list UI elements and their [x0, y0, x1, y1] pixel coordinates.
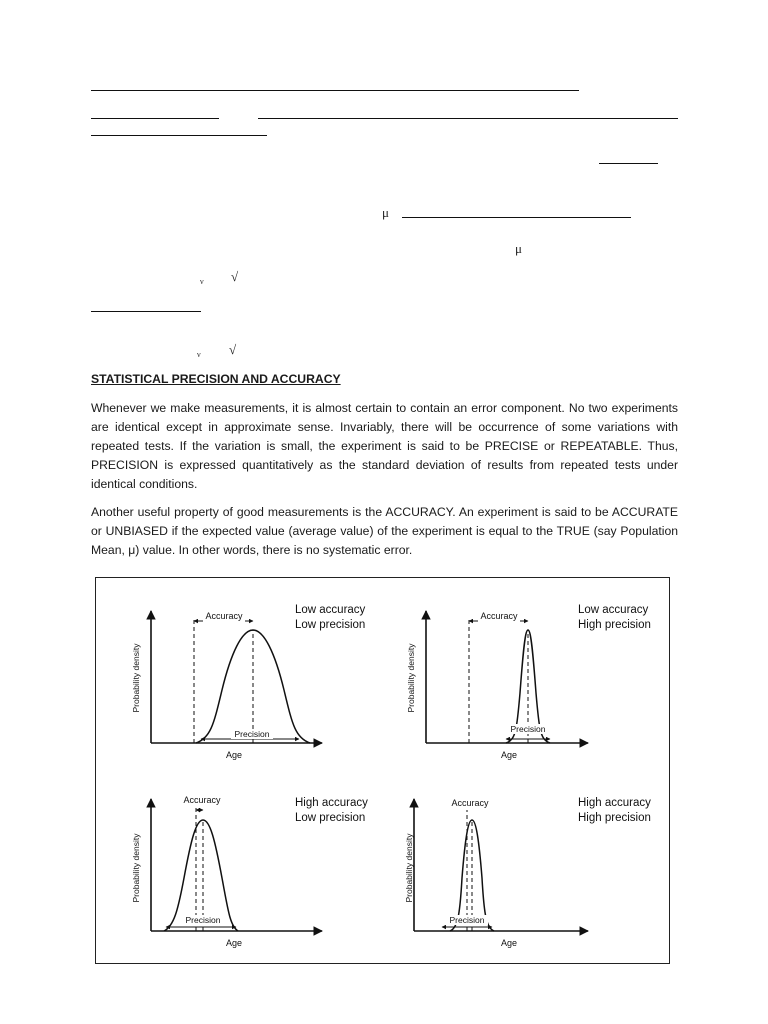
sqrt-symbol: √ — [229, 342, 237, 357]
precision-label: Precision — [234, 729, 270, 739]
panel-caption-line-1: High accuracy — [578, 797, 651, 809]
y-axis-label: Probability density — [131, 833, 141, 903]
y-axis-label: Probability density — [404, 833, 414, 903]
underline-blank-2 — [91, 118, 219, 119]
y-axis-label: Probability density — [406, 643, 416, 713]
accuracy-label: Accuracy — [451, 798, 489, 808]
nu-symbol: ν — [200, 277, 204, 286]
x-axis-label: Age — [500, 938, 518, 948]
underline-blank-5 — [599, 163, 658, 164]
precision-label: Precision — [510, 724, 546, 734]
underline-blank-1 — [91, 90, 579, 91]
panel-caption-line-2: High precision — [578, 619, 651, 631]
panel-caption-line-1: Low accuracy — [578, 604, 649, 616]
mu-symbol: μ — [382, 205, 389, 220]
y-axis-label: Probability density — [131, 643, 141, 713]
panel-low-accuracy-high-precision — [406, 604, 651, 760]
mu-symbol: μ — [515, 241, 522, 256]
figure-canvas — [96, 578, 669, 963]
paragraph-precision: Whenever we make measurements, it is almost certain to contain an error component. No two experiments are identical except in approximate sense. Invariably, there will be occurrence of some variations with repeated tests. If the variation is small, the experiment is said to be PRECISE or REPEATABLE. Thus, PRECISION is expressed quantitatively as the standard deviation of results from repeated tests under identical conditions. — [91, 401, 678, 491]
panel-low-accuracy-low-precision — [131, 604, 366, 760]
panel-caption-line-1: High accuracy — [295, 797, 368, 809]
x-axis-label: Age — [500, 750, 518, 760]
panel-caption-line-2: High precision — [578, 812, 651, 824]
accuracy-label: Accuracy — [480, 611, 518, 621]
panel-high-accuracy-high-precision — [404, 797, 651, 948]
accuracy-label: Accuracy — [183, 795, 221, 805]
x-axis-label: Age — [225, 938, 243, 948]
panel-high-accuracy-low-precision — [131, 795, 368, 948]
underline-blank-3 — [258, 118, 678, 119]
accuracy-precision-figure — [95, 577, 670, 964]
section-heading: STATISTICAL PRECISION AND ACCURACY — [91, 372, 341, 386]
precision-label: Precision — [449, 915, 485, 925]
accuracy-label: Accuracy — [205, 611, 243, 621]
underline-blank-7 — [91, 311, 201, 312]
underline-blank-4 — [91, 135, 267, 136]
paragraph-accuracy: Another useful property of good measurements is the ACCURACY. An experiment is said to be ACCURATE or UNBIASED if the expected value (average value) of the experiment is equal to the TRUE (say Population Mean, μ) value. In other words, there is no systematic error. — [91, 505, 678, 557]
panel-caption-line-2: Low precision — [295, 812, 366, 824]
panel-caption-line-2: Low precision — [295, 619, 366, 631]
underline-blank-6 — [402, 217, 631, 218]
panel-caption-line-1: Low accuracy — [295, 604, 366, 616]
x-axis-label: Age — [225, 750, 243, 760]
nu-symbol: ν — [197, 350, 201, 359]
precision-label: Precision — [185, 915, 221, 925]
sqrt-symbol: √ — [231, 269, 239, 284]
